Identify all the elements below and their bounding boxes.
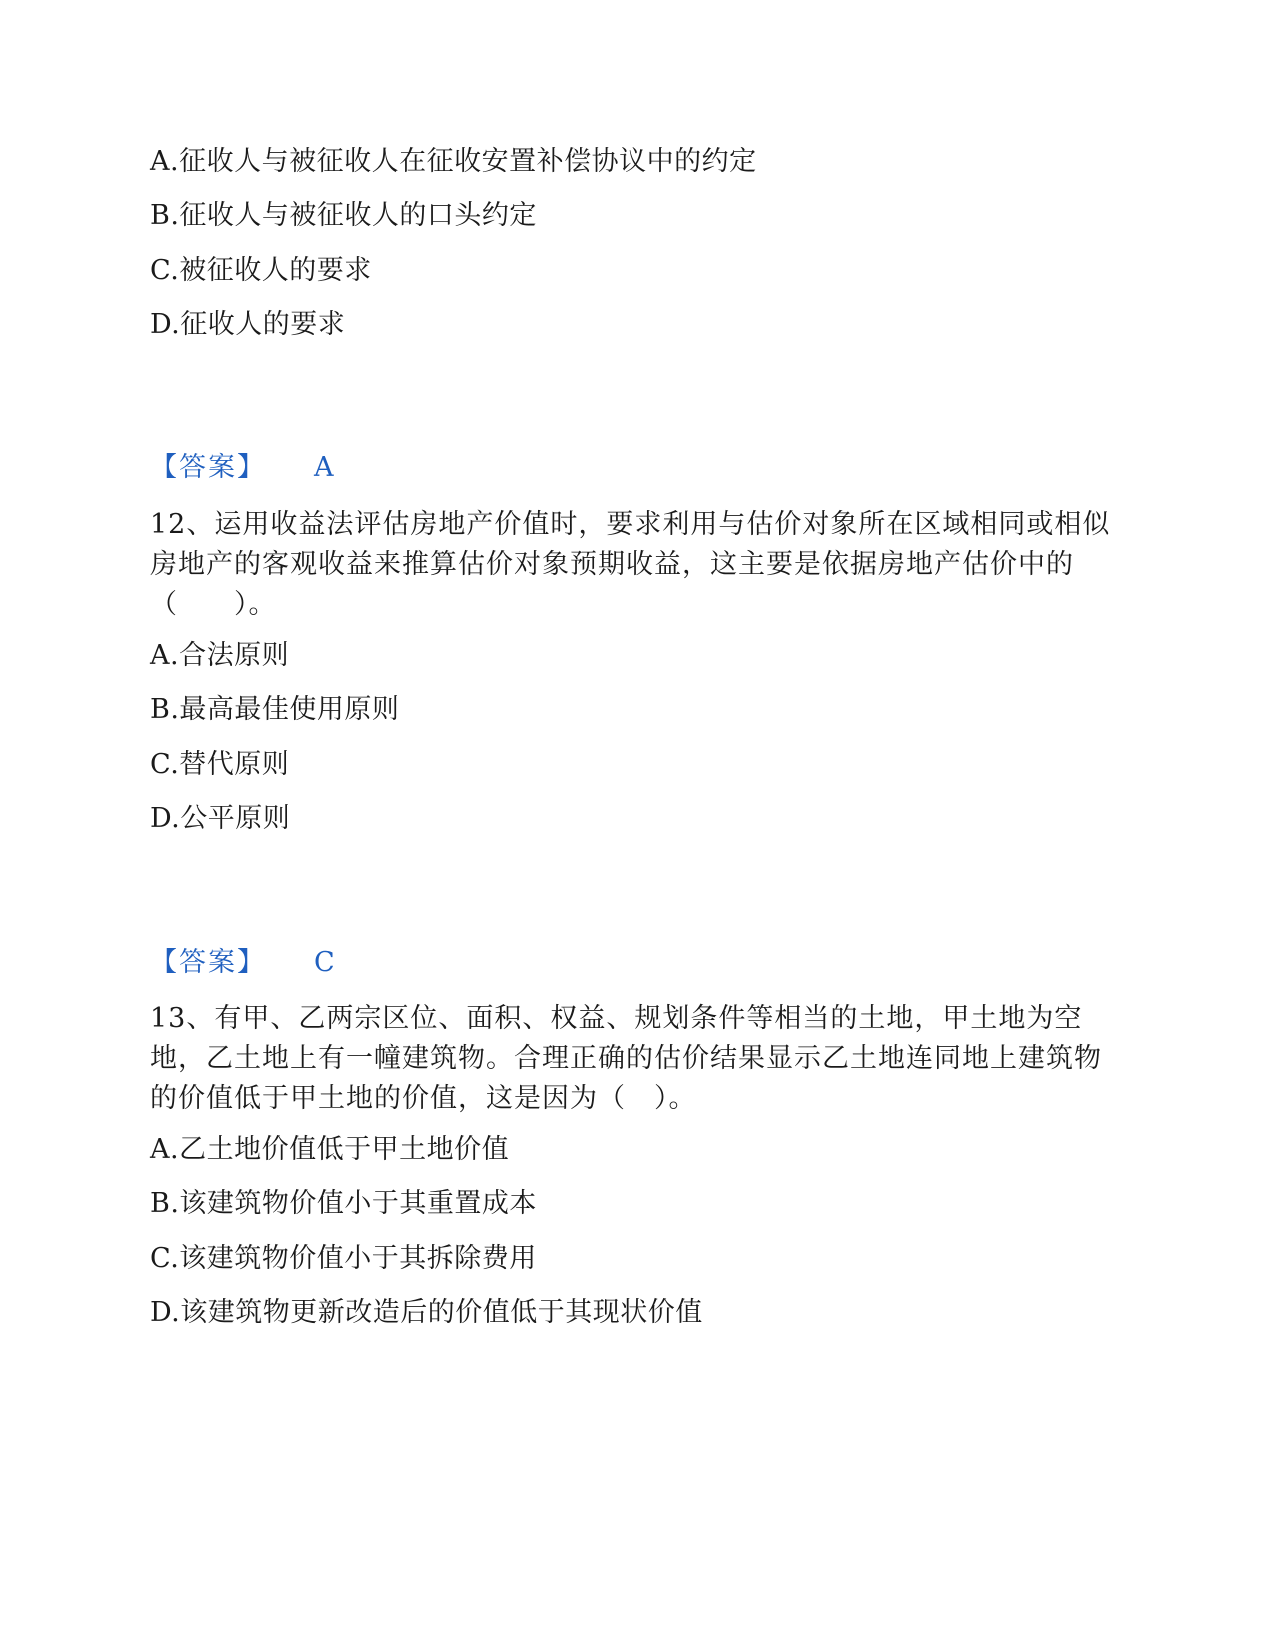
q12-option-d: D.公平原则 <box>150 803 291 834</box>
q12-option-b: B.最高最佳使用原则 <box>150 694 400 725</box>
answer-tag: 【答案】 <box>150 947 266 978</box>
q11-option-d: D.征收人的要求 <box>150 309 346 340</box>
q12-question-text: 12、运用收益法评估房地产价值时，要求利用与估价对象所在区域相同或相似房地产的客观收益来推算估价对象预期收益，这主要是依据房地产估价中的（ ）。 <box>150 509 1111 620</box>
q12-option-c: C.替代原则 <box>150 749 290 780</box>
q13-option-b: B.该建筑物价值小于其重置成本 <box>150 1188 537 1219</box>
q11-option-c: C.被征收人的要求 <box>150 255 372 286</box>
q13-question-text: 13、有甲、乙两宗区位、面积、权益、规划条件等相当的土地，甲土地为空地，乙土地上有一幢建筑物。合理正确的估价结果显示乙土地连同地上建筑物的价值低于甲土地的价值，这是因为（ ）。 <box>150 1003 1102 1114</box>
q13-option-c: C.该建筑物价值小于其拆除费用 <box>150 1243 537 1274</box>
q12-answer <box>150 944 335 982</box>
answer-value: A <box>314 452 334 483</box>
q13-option-d: D.该建筑物更新改造后的价值低于其现状价值 <box>150 1297 703 1328</box>
q11-answer <box>150 449 334 487</box>
answer-tag: 【答案】 <box>150 452 266 483</box>
q13-option-a: A.乙土地价值低于甲土地价值 <box>150 1134 510 1165</box>
answer-value: C <box>314 947 335 978</box>
q11-option-b: B.征收人与被征收人的口头约定 <box>150 200 537 231</box>
q11-option-a: A.征收人与被征收人在征收安置补偿协议中的约定 <box>150 146 757 177</box>
q12-option-a: A.合法原则 <box>150 640 290 671</box>
